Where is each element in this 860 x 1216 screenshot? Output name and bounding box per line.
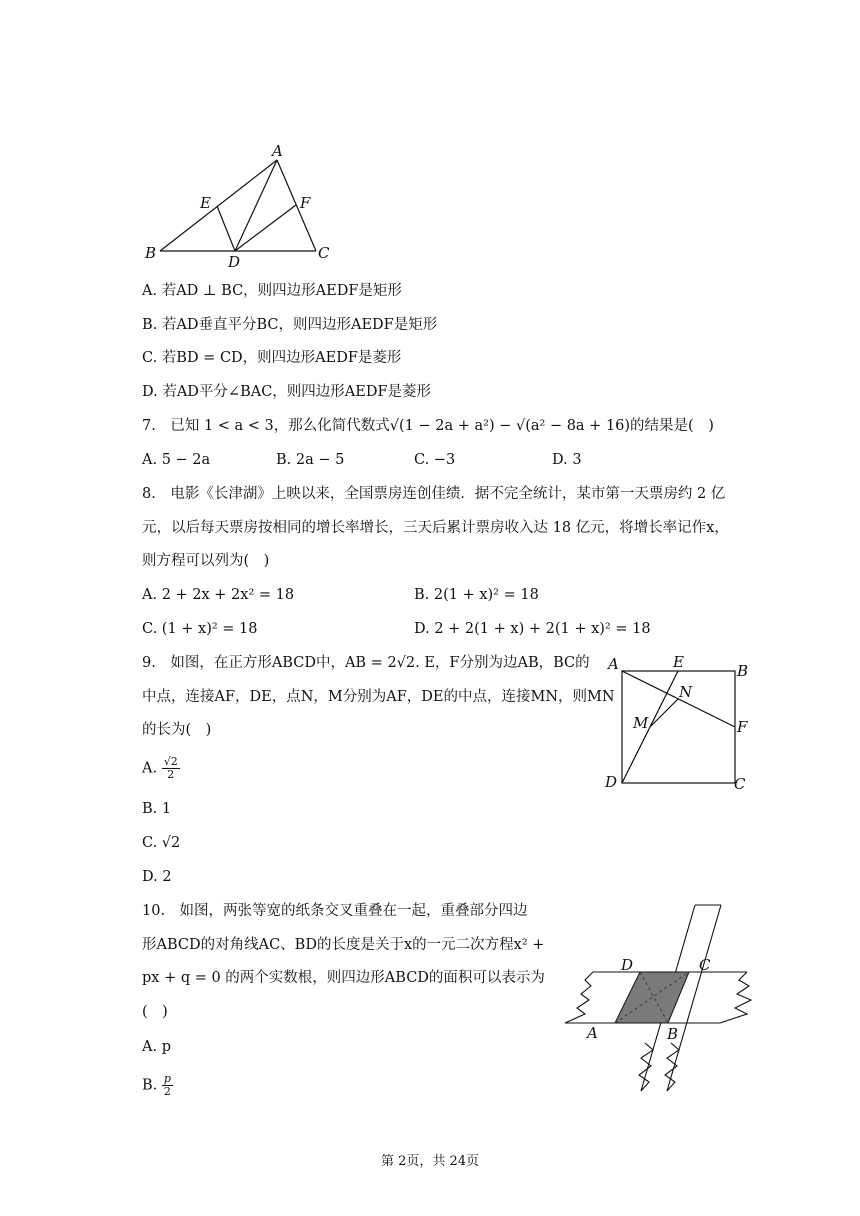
q6-option-a: A. 若AD ⊥ BC，则四边形AEDF是矩形 [142,283,402,299]
label-f: F [737,718,748,736]
fraction-denominator: 2 [163,1085,171,1098]
q7-option-b: B. 2a − 5 [276,452,345,468]
square-figure [600,652,760,797]
label-c: C [699,956,711,974]
q7-stem: 7. 已知 1 < a < 3，那么化简代数式√(1 − 2a + a²) − √(a² − 8a + 16)的结果是( ) [142,418,714,434]
q10-stem-line3: px + q = 0 的两个实数根，则四边形ABCD的面积可以表示为 [142,970,545,986]
q9-option-d: D. 2 [142,869,172,885]
label-f: F [300,194,311,212]
q6-option-b: B. 若AD垂直平分BC，则四边形AEDF是矩形 [142,317,438,333]
q8-stem-line1: 8. 电影《长津湖》上映以来，全国票房连创佳绩．据不完全统计，某市第一天票房约 2 亿 [142,486,726,502]
label-b: B [145,244,157,262]
label-b: B [667,1025,679,1043]
q10-option-a: A. p [142,1039,171,1055]
paper-strips-figure [555,900,765,1098]
label-c: C [734,775,746,793]
fraction [162,756,180,781]
label-e: E [673,653,684,671]
label-a: A [608,655,619,673]
q8-stem-line2: 元，以后每天票房按相同的增长率增长，三天后累计票房收入达 18 亿元，将增长率记作x， [142,520,729,536]
label-n: N [679,683,693,701]
page-footer: 第 2页，共 24页 [380,1154,480,1169]
fraction-numerator: p [163,1072,171,1085]
q10-option-b [142,1073,173,1098]
fraction-denominator: 2 [167,768,175,781]
q7-option-c: C. −3 [414,452,456,468]
q9-option-b: B. 1 [142,801,172,817]
q10-stem-line2: 形ABCD的对角线AC、BD的长度是关于x的一元二次方程x² + [142,937,545,953]
q9-option-a-prefix: A. [142,760,158,777]
label-m: M [633,714,649,732]
q10-option-b-prefix: B. [142,1077,158,1094]
q8-option-a: A. 2 + 2x + 2x² = 18 [142,587,295,603]
q9-option-c: C. √2 [142,835,181,851]
q10-stem-line1: 10. 如图，两张等宽的纸条交叉重叠在一起，重叠部分四边 [142,903,528,919]
q8-option-c: C. (1 + x)² = 18 [142,621,258,637]
q9-stem-line2: 中点，连接AF，DE，点N，M分别为AF，DE的中点，连接MN，则MN [142,689,615,705]
label-d: D [605,773,618,791]
q7-option-d: D. 3 [552,452,582,468]
label-d: D [621,956,634,974]
q7-option-a: A. 5 − 2a [142,452,211,468]
label-b: B [737,662,749,680]
label-a: A [587,1024,598,1042]
q8-stem-line3: 则方程可以列为( ) [142,553,270,569]
triangle-figure [140,140,340,275]
q6-option-c: C. 若BD = CD，则四边形AEDF是菱形 [142,350,402,366]
q10-stem-line4: ( ) [142,1004,168,1020]
label-c: C [318,244,330,262]
q6-option-d: D. 若AD平分∠BAC，则四边形AEDF是菱形 [142,384,432,400]
q8-option-b: B. 2(1 + x)² = 18 [414,587,539,603]
q8-option-d: D. 2 + 2(1 + x) + 2(1 + x)² = 18 [414,621,651,637]
label-e: E [200,194,211,212]
label-d: D [228,253,241,271]
fraction-numerator: √2 [163,755,178,768]
label-a: A [272,142,283,160]
fraction [162,1073,173,1098]
q9-stem-line3: 的长为( ) [142,722,212,738]
q9-stem-line1: 9. 如图，在正方形ABCD中，AB = 2√2. E，F分别为边AB，BC的 [142,655,590,671]
q9-option-a [142,756,180,781]
